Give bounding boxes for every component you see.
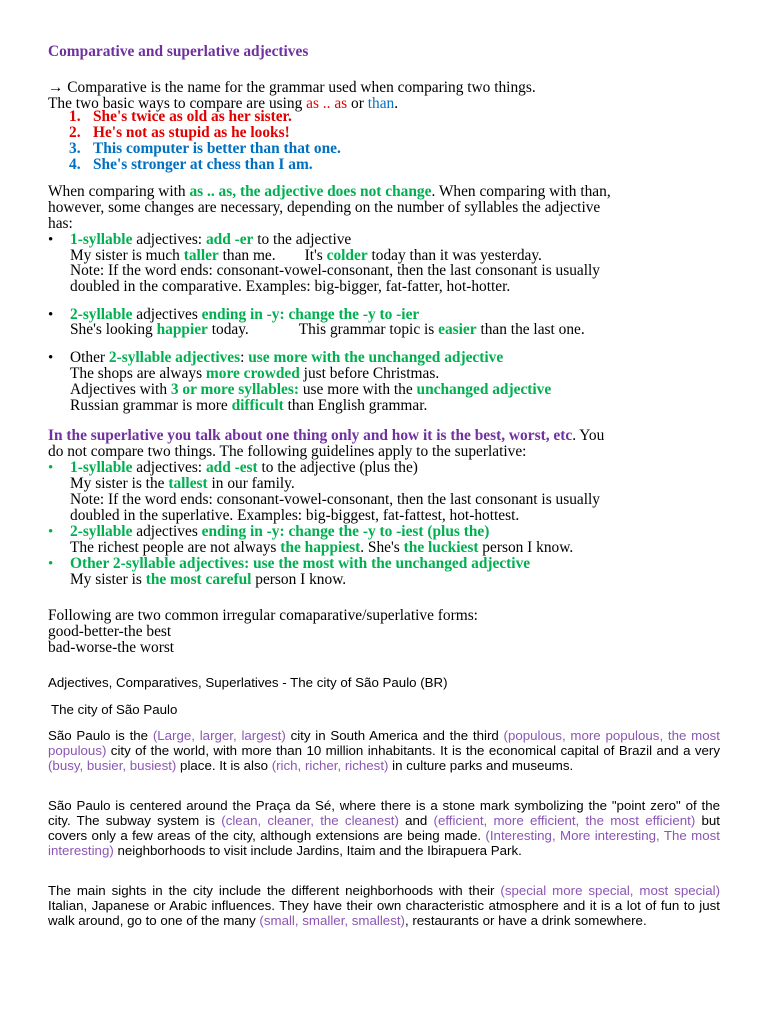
comparing-line-2: however, some changes are necessary, depending on the number of syllables the adjective [48, 199, 601, 216]
irregular-intro: Following are two common irregular comaparative/superlative forms: [48, 607, 478, 624]
paragraph-text: São Paulo is the [48, 728, 153, 743]
sao-subheading: The city of São Paulo [51, 702, 178, 717]
sao-paragraph-2 [48, 798, 720, 858]
sup-bullet-2-example: The richest people are not always the happiest. She's the luckiest person I know. [70, 539, 574, 556]
comparing-line-3: has: [48, 215, 73, 232]
example-item: She's stronger at chess than I am. [93, 156, 313, 173]
bullet-icon: • [48, 460, 54, 476]
adjective-options: (rich, richer, richest) [271, 758, 389, 773]
adjective-options: (efficient, more efficient, the most efficient) [433, 813, 696, 828]
intro-line-1: → Comparative is the name for the grammar used when comparing two things. [48, 79, 536, 96]
paragraph-text: place. It is also [176, 758, 272, 773]
paragraph-text: São Paulo is centered around the Praça da Sé, where there is a stone mark symbolizing the "point zero" of the city. The subway system is [48, 798, 720, 828]
sup-bullet-1-note: Note: If the word ends: consonant-vowel-consonant, then the last consonant is usually [70, 491, 601, 508]
arrow-icon: → [48, 79, 64, 96]
bullet-icon: • [48, 524, 54, 540]
comp-bullet-1-note-2: doubled in the comparative. Examples: big-bigger, fat-fatter, hot-hotter. [70, 278, 511, 295]
sao-paragraph-1 [48, 728, 720, 773]
page-title: Comparative and superlative adjectives [48, 43, 309, 60]
adjective-options: (special more special, most special) [500, 883, 720, 898]
bullet-icon: • [48, 556, 54, 572]
adjective-options: (busy, busier, busiest) [48, 758, 177, 773]
adjective-options: (Interesting, More interesting, The most interesting) [48, 828, 720, 858]
sao-heading: Adjectives, Comparatives, Superlatives - The city of São Paulo (BR) [48, 675, 448, 690]
paragraph-text: , restaurants or have a drink somewhere. [404, 913, 647, 928]
sup-bullet-1-note-2: doubled in the superlative. Examples: big-biggest, fat-fattest, hot-hottest. [70, 507, 520, 524]
paragraph-text: The main sights in the city include the different neighborhoods with their [48, 883, 501, 898]
bullet-icon: • [48, 307, 54, 323]
comparing-line-1: When comparing with as .. as, the adjective does not change. When comparing with than, [48, 183, 611, 200]
paragraph-text: and [398, 813, 434, 828]
paragraph-text: in culture parks and museums. [388, 758, 574, 773]
comp-bullet-2-example: She's looking happier today. This grammar topic is easier than the last one. [70, 321, 585, 338]
example-item: She's twice as old as her sister. [93, 108, 292, 125]
sup-bullet-1-example: My sister is the tallest in our family. [70, 475, 295, 492]
paragraph-text: city of the world, with more than 10 million inhabitants. It is the economical capital of Brazil and a very [106, 743, 720, 758]
comp-bullet-3-example-2: Russian grammar is more difficult than English grammar. [70, 397, 428, 414]
example-item: He's not as stupid as he looks! [93, 124, 290, 141]
comp-bullet-3-rule: Adjectives with 3 or more syllables: use more with the unchanged adjective [70, 381, 552, 398]
irregular-bad: bad-worse-the worst [48, 639, 175, 656]
comp-bullet-1-example: My sister is much taller than me. It's colder today than it was yesterday. [70, 247, 542, 264]
bullet-icon: • [48, 350, 54, 366]
paragraph-text: neighborhoods to visit include Jardins, Itaim and the Ibirapuera Park. [113, 843, 522, 858]
sup-bullet-2: 2-syllable adjectives ending in -y: change the -y to -iest (plus the) [70, 523, 490, 540]
superlative-line-1: In the superlative you talk about one thing only and how it is the best, worst, etc. You [48, 427, 605, 444]
irregular-good: good-better-the best [48, 623, 172, 640]
sup-bullet-1: 1-syllable adjectives: add -est to the adjective (plus the) [70, 459, 418, 476]
bullet-icon: • [48, 232, 54, 248]
paragraph-text: Italian, Japanese or Arabic influences. They have their own characteristic atmosphere and it is a lot of fun to just walk around, go to one of the many [48, 898, 720, 928]
comp-bullet-2: 2-syllable adjectives ending in -y: change the -y to -ier [70, 306, 420, 323]
adjective-options: (populous, more populous, the most populous) [48, 728, 720, 758]
adjective-options: (small, smaller, smallest) [259, 913, 405, 928]
superlative-line-2: do not compare two things. The following guidelines apply to the superlative: [48, 443, 527, 460]
adjective-options: (clean, cleaner, the cleanest) [221, 813, 399, 828]
comp-bullet-3-example: The shops are always more crowded just before Christmas. [70, 365, 440, 382]
sup-bullet-3-example: My sister is the most careful person I know. [70, 571, 347, 588]
comp-bullet-3: Other 2-syllable adjectives: use more with the unchanged adjective [70, 349, 504, 366]
adjective-options: (Large, larger, largest) [152, 728, 286, 743]
document-page: Comparative and superlative adjectives → Comparative is the name for the grammar used when comparing two things. The two basic ways to compare are using as .. as or than. 1. She's twice as old as her sister. 2. He's not as stupid as he looks! 3. This computer is better than that one. 4. She's stronger at chess than I am. When comparing with as .. as, the adjective does not change. When comparing with than, however, some changes are necessary, depending on the number of syllables the adjective has: • 1-syllable adjectives: add -er to the adjective My sister is much taller than me. It's colder today than it was yesterday. Note: If the word ends: consonant-vowel-consonant, then the last consonant is usually doubled in the comparative. Examples: big-bigger, fat-fatter, hot-hotter. • 2-syllable adjectives ending in -y: change the -y to -ier She's looking happier today. This grammar topic is easier than the last one. • Other 2-syllable adjectives: use more with the unchanged adjective The shops are always more crowded just before Christmas. Adjectives with 3 or more syllables: use more with the unchanged adjective Russian grammar is more difficult than English grammar. In the superlative you talk about one thing only and how it is the best, worst, etc. You do not compare two things. The following guidelines apply to the superlative: • 1-syllable adjectives: add -est to the adjective (plus the) My sister is the tallest in our family. Note: If the word ends: consonant-vowel-consonant, then the last consonant is usually doubled in the superlative. Examples: big-biggest, fat-fattest, hot-hottest. • 2-syllable adjectives ending in -y: change the -y to -iest (plus the) The richest people are not always the happiest. She's the luckiest person I know. • Other 2-syllable adjectives: use the most with the unchanged adjective My sister is the most careful person I know. Following are two common irregular comaparative/superlative forms: good-better-the best bad-worse-the worst Adjectives, Comparatives, Superlatives - The city of São Paulo (BR) The city of São Paulo São Paulo is the (Large, larger, largest) city in South America and the third (populous, more populous, the most populous) city of the world, with more than 10 million inhabitants. It is the economical capital of Brazil and a very (busy, busier, busiest) place. It is also (rich, richer, richest) in culture parks and museums. São Paulo is centered around the Praça da Sé, where there is a stone mark symbolizing the "point zero" of the city. The subway system is (clean, cleaner, the cleanest) and (efficient, more efficient, the most efficient) but covers only a few areas of the city, although extensions are being made. (Interesting, More interesting, The most interesting) neighborhoods to visit include Jardins, Itaim and the Ibirapuera Park. The main sights in the city include the different neighborhoods with their (special more special, most special) Italian, Japanese or Arabic influences. They have their own characteristic atmosphere and it is a lot of fun to just walk around, go to one of the many (small, smaller, smallest), restaurants or have a drink somewhere. [48, 43, 720, 928]
paragraph-text: city in South America and the third [285, 728, 504, 743]
paragraph-text: but covers only a few areas of the city, although extensions are being made. [48, 813, 720, 843]
intro-line-2: The two basic ways to compare are using as .. as or than. [48, 95, 399, 112]
example-item: This computer is better than that one. [93, 140, 341, 157]
sup-bullet-3: Other 2-syllable adjectives: use the most with the unchanged adjective [70, 555, 531, 572]
comp-bullet-1: 1-syllable adjectives: add -er to the adjective [70, 231, 352, 248]
sao-paragraph-3 [48, 883, 720, 928]
comp-bullet-1-note: Note: If the word ends: consonant-vowel-consonant, then the last consonant is usually [70, 262, 601, 279]
